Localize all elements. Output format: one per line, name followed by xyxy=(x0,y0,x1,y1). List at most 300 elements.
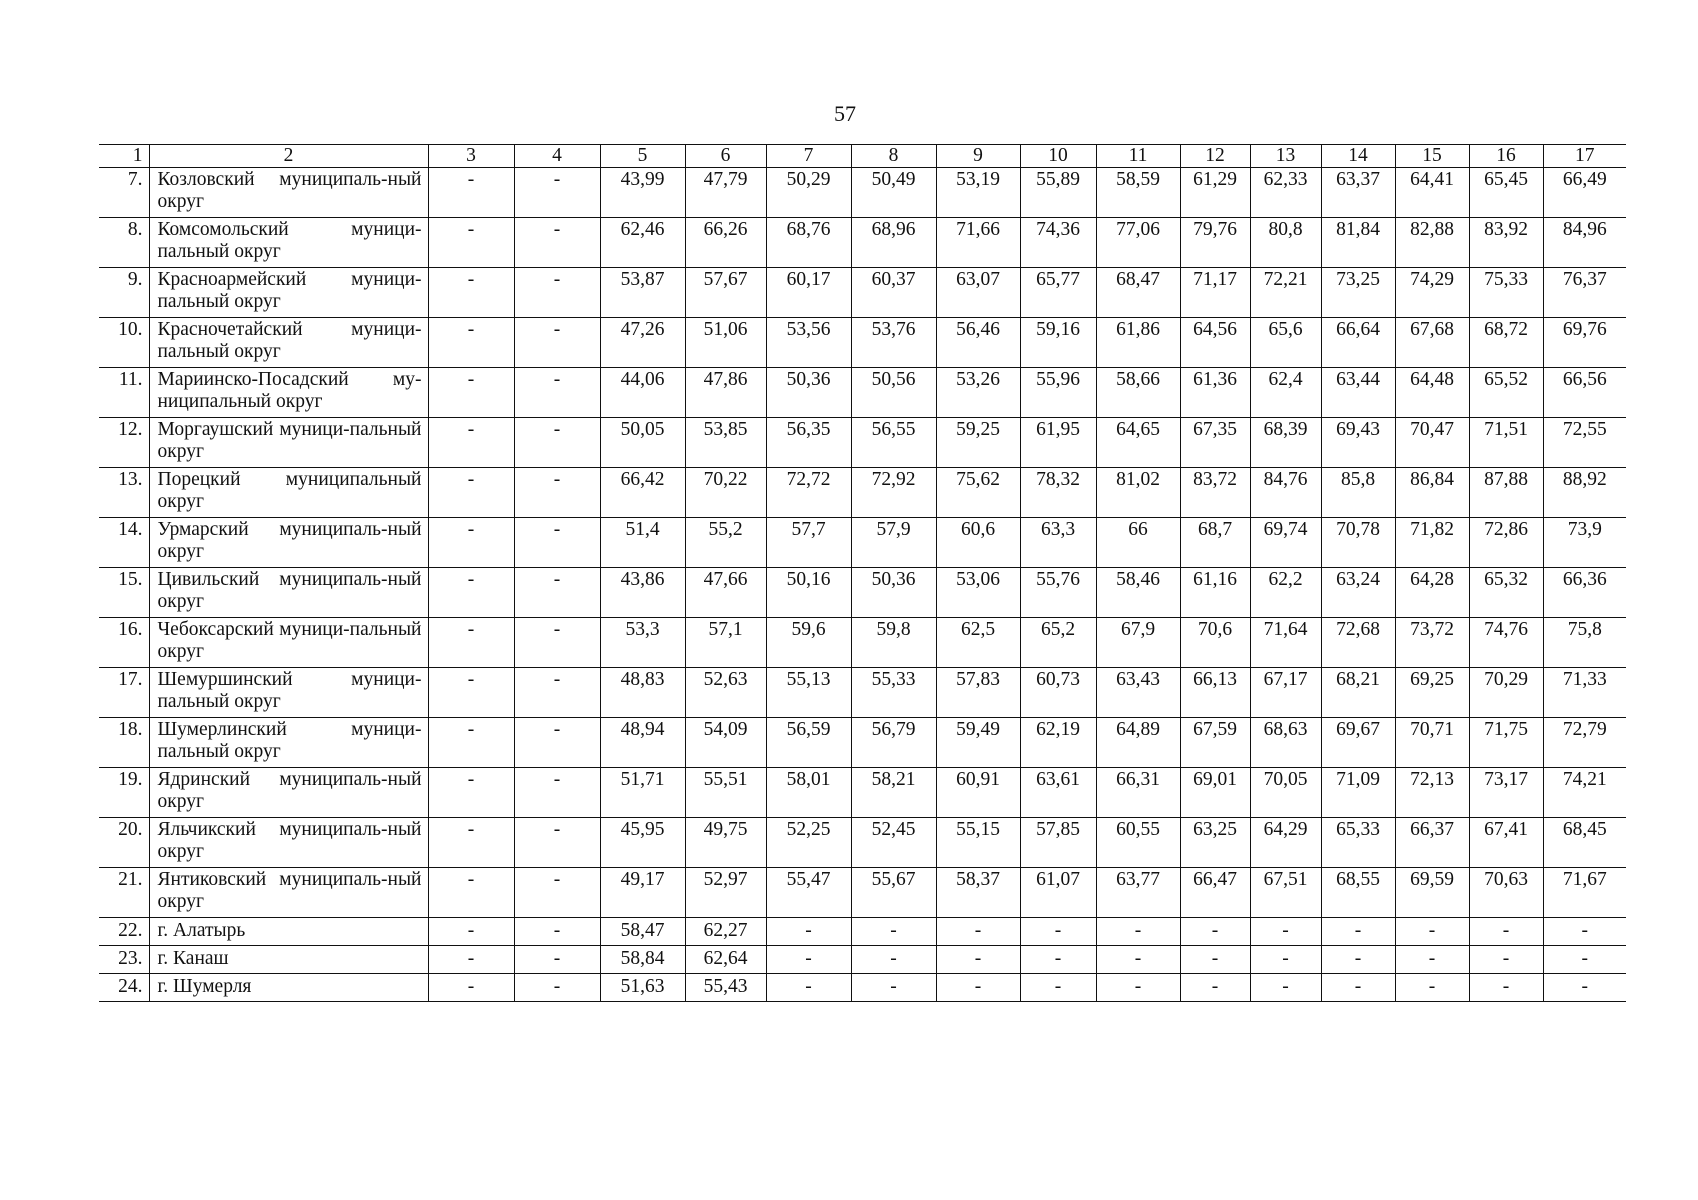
value-cell: 63,37 xyxy=(1321,168,1395,218)
value-cell: 57,7 xyxy=(766,518,851,568)
value-cell: 66,31 xyxy=(1096,768,1180,818)
value-cell: - xyxy=(514,418,600,468)
value-cell: 72,79 xyxy=(1543,718,1626,768)
value-cell: - xyxy=(514,868,600,918)
value-cell: 59,16 xyxy=(1020,318,1096,368)
table-row xyxy=(99,818,1626,868)
value-cell: - xyxy=(1020,918,1096,946)
value-cell: 50,16 xyxy=(766,568,851,618)
header-cell: 17 xyxy=(1543,145,1626,168)
value-cell: 57,9 xyxy=(851,518,936,568)
value-cell: - xyxy=(514,218,600,268)
row-number: 9. xyxy=(99,268,149,318)
value-cell: 67,41 xyxy=(1469,818,1543,868)
table-row xyxy=(99,618,1626,668)
value-cell: 57,85 xyxy=(1020,818,1096,868)
header-cell: 4 xyxy=(514,145,600,168)
value-cell: 69,59 xyxy=(1395,868,1469,918)
value-cell: 63,43 xyxy=(1096,668,1180,718)
value-cell: 53,26 xyxy=(936,368,1020,418)
value-cell: - xyxy=(514,918,600,946)
value-cell: 79,76 xyxy=(1180,218,1250,268)
row-number: 11. xyxy=(99,368,149,418)
value-cell: 72,55 xyxy=(1543,418,1626,468)
value-cell: - xyxy=(1321,918,1395,946)
value-cell: - xyxy=(936,974,1020,1002)
value-cell: - xyxy=(514,768,600,818)
value-cell: 71,66 xyxy=(936,218,1020,268)
table-row xyxy=(99,218,1626,268)
value-cell: 71,75 xyxy=(1469,718,1543,768)
value-cell: 53,76 xyxy=(851,318,936,368)
value-cell: 61,07 xyxy=(1020,868,1096,918)
value-cell: 61,86 xyxy=(1096,318,1180,368)
value-cell: 47,86 xyxy=(685,368,766,418)
value-cell: - xyxy=(1096,974,1180,1002)
district-name: Ядринский муниципаль-ный округ xyxy=(149,768,428,818)
value-cell: - xyxy=(428,368,514,418)
value-cell: 52,25 xyxy=(766,818,851,868)
value-cell: 63,25 xyxy=(1180,818,1250,868)
value-cell: 68,55 xyxy=(1321,868,1395,918)
value-cell: 62,5 xyxy=(936,618,1020,668)
header-row xyxy=(99,145,1626,168)
value-cell: - xyxy=(1020,946,1096,974)
value-cell: 73,17 xyxy=(1469,768,1543,818)
value-cell: - xyxy=(428,618,514,668)
value-cell: 60,37 xyxy=(851,268,936,318)
value-cell: 50,36 xyxy=(851,568,936,618)
value-cell: 53,56 xyxy=(766,318,851,368)
value-cell: 60,73 xyxy=(1020,668,1096,718)
value-cell: 60,17 xyxy=(766,268,851,318)
value-cell: 69,74 xyxy=(1250,518,1321,568)
value-cell: 55,15 xyxy=(936,818,1020,868)
value-cell: 55,33 xyxy=(851,668,936,718)
table-row xyxy=(99,368,1626,418)
value-cell: 47,26 xyxy=(600,318,685,368)
value-cell: 73,25 xyxy=(1321,268,1395,318)
value-cell: 48,83 xyxy=(600,668,685,718)
value-cell: 66,37 xyxy=(1395,818,1469,868)
value-cell: - xyxy=(1543,946,1626,974)
value-cell: - xyxy=(428,668,514,718)
value-cell: - xyxy=(1180,918,1250,946)
value-cell: 67,35 xyxy=(1180,418,1250,468)
value-cell: - xyxy=(851,946,936,974)
value-cell: - xyxy=(514,946,600,974)
value-cell: 49,75 xyxy=(685,818,766,868)
district-name: Шемуршинский муници-пальный округ xyxy=(149,668,428,718)
value-cell: 65,6 xyxy=(1250,318,1321,368)
value-cell: 55,67 xyxy=(851,868,936,918)
table-row xyxy=(99,868,1626,918)
value-cell: 66,49 xyxy=(1543,168,1626,218)
value-cell: 64,29 xyxy=(1250,818,1321,868)
value-cell: - xyxy=(851,974,936,1002)
district-name: Порецкий муниципальный округ xyxy=(149,468,428,518)
value-cell: 67,9 xyxy=(1096,618,1180,668)
value-cell: - xyxy=(514,168,600,218)
value-cell: 74,21 xyxy=(1543,768,1626,818)
value-cell: 57,1 xyxy=(685,618,766,668)
header-cell: 14 xyxy=(1321,145,1395,168)
value-cell: 58,47 xyxy=(600,918,685,946)
value-cell: - xyxy=(1321,974,1395,1002)
value-cell: - xyxy=(514,974,600,1002)
value-cell: - xyxy=(514,618,600,668)
value-cell: 58,01 xyxy=(766,768,851,818)
value-cell: - xyxy=(1469,918,1543,946)
table-row xyxy=(99,668,1626,718)
district-name: Моргаушский муници-пальный округ xyxy=(149,418,428,468)
district-name: Янтиковский муниципаль-ный округ xyxy=(149,868,428,918)
value-cell: 53,19 xyxy=(936,168,1020,218)
value-cell: 64,28 xyxy=(1395,568,1469,618)
table-row xyxy=(99,946,1626,974)
row-number: 14. xyxy=(99,518,149,568)
value-cell: 70,63 xyxy=(1469,868,1543,918)
row-number: 22. xyxy=(99,918,149,946)
row-number: 16. xyxy=(99,618,149,668)
value-cell: 65,33 xyxy=(1321,818,1395,868)
district-name: Красноармейский муници-пальный округ xyxy=(149,268,428,318)
value-cell: 67,59 xyxy=(1180,718,1250,768)
value-cell: - xyxy=(428,318,514,368)
header-cell: 3 xyxy=(428,145,514,168)
value-cell: 68,72 xyxy=(1469,318,1543,368)
value-cell: 55,51 xyxy=(685,768,766,818)
value-cell: 58,59 xyxy=(1096,168,1180,218)
value-cell: - xyxy=(428,768,514,818)
row-number: 18. xyxy=(99,718,149,768)
value-cell: 65,52 xyxy=(1469,368,1543,418)
table-row xyxy=(99,718,1626,768)
value-cell: 68,76 xyxy=(766,218,851,268)
value-cell: - xyxy=(428,918,514,946)
value-cell: 68,96 xyxy=(851,218,936,268)
value-cell: 43,99 xyxy=(600,168,685,218)
value-cell: - xyxy=(1469,946,1543,974)
value-cell: 68,39 xyxy=(1250,418,1321,468)
value-cell: 71,82 xyxy=(1395,518,1469,568)
value-cell: 65,45 xyxy=(1469,168,1543,218)
value-cell: - xyxy=(514,318,600,368)
value-cell: 74,76 xyxy=(1469,618,1543,668)
value-cell: 83,92 xyxy=(1469,218,1543,268)
value-cell: - xyxy=(428,518,514,568)
value-cell: 72,13 xyxy=(1395,768,1469,818)
value-cell: 72,21 xyxy=(1250,268,1321,318)
value-cell: 58,21 xyxy=(851,768,936,818)
district-name: Цивильский муниципаль-ный округ xyxy=(149,568,428,618)
value-cell: 61,36 xyxy=(1180,368,1250,418)
value-cell: - xyxy=(1543,918,1626,946)
value-cell: 57,83 xyxy=(936,668,1020,718)
header-cell: 5 xyxy=(600,145,685,168)
row-number: 24. xyxy=(99,974,149,1002)
value-cell: 67,17 xyxy=(1250,668,1321,718)
value-cell: - xyxy=(514,468,600,518)
value-cell: 75,33 xyxy=(1469,268,1543,318)
value-cell: 63,44 xyxy=(1321,368,1395,418)
value-cell: 66,56 xyxy=(1543,368,1626,418)
header-cell: 15 xyxy=(1395,145,1469,168)
table-row xyxy=(99,318,1626,368)
value-cell: 68,21 xyxy=(1321,668,1395,718)
table-row xyxy=(99,468,1626,518)
value-cell: - xyxy=(1395,974,1469,1002)
district-name: Яльчикский муниципаль-ный округ xyxy=(149,818,428,868)
value-cell: 56,59 xyxy=(766,718,851,768)
value-cell: 60,6 xyxy=(936,518,1020,568)
row-number: 8. xyxy=(99,218,149,268)
data-table xyxy=(99,144,1626,1002)
value-cell: - xyxy=(514,718,600,768)
value-cell: 53,06 xyxy=(936,568,1020,618)
value-cell: 71,33 xyxy=(1543,668,1626,718)
value-cell: 66,26 xyxy=(685,218,766,268)
value-cell: 55,2 xyxy=(685,518,766,568)
row-number: 7. xyxy=(99,168,149,218)
value-cell: 88,92 xyxy=(1543,468,1626,518)
value-cell: - xyxy=(514,268,600,318)
table-row xyxy=(99,268,1626,318)
value-cell: - xyxy=(1250,946,1321,974)
value-cell: - xyxy=(1321,946,1395,974)
row-number: 13. xyxy=(99,468,149,518)
header-cell: 10 xyxy=(1020,145,1096,168)
value-cell: 68,47 xyxy=(1096,268,1180,318)
value-cell: 73,72 xyxy=(1395,618,1469,668)
value-cell: 57,67 xyxy=(685,268,766,318)
value-cell: - xyxy=(428,468,514,518)
value-cell: 55,13 xyxy=(766,668,851,718)
value-cell: 69,01 xyxy=(1180,768,1250,818)
value-cell: 62,19 xyxy=(1020,718,1096,768)
value-cell: 82,88 xyxy=(1395,218,1469,268)
header-cell: 9 xyxy=(936,145,1020,168)
value-cell: 62,4 xyxy=(1250,368,1321,418)
value-cell: 72,86 xyxy=(1469,518,1543,568)
row-number: 19. xyxy=(99,768,149,818)
value-cell: 59,8 xyxy=(851,618,936,668)
value-cell: 50,49 xyxy=(851,168,936,218)
value-cell: 67,68 xyxy=(1395,318,1469,368)
value-cell: 56,55 xyxy=(851,418,936,468)
header-cell: 2 xyxy=(149,145,428,168)
district-name: г. Канаш xyxy=(149,946,428,974)
value-cell: 61,16 xyxy=(1180,568,1250,618)
row-number: 21. xyxy=(99,868,149,918)
value-cell: 66,64 xyxy=(1321,318,1395,368)
table-row xyxy=(99,974,1626,1002)
value-cell: 74,36 xyxy=(1020,218,1096,268)
value-cell: 75,62 xyxy=(936,468,1020,518)
value-cell: - xyxy=(1180,974,1250,1002)
value-cell: 66,13 xyxy=(1180,668,1250,718)
value-cell: - xyxy=(851,918,936,946)
value-cell: 70,6 xyxy=(1180,618,1250,668)
value-cell: - xyxy=(1250,918,1321,946)
value-cell: 51,4 xyxy=(600,518,685,568)
value-cell: 53,85 xyxy=(685,418,766,468)
district-name: Урмарский муниципаль-ный округ xyxy=(149,518,428,568)
row-number: 12. xyxy=(99,418,149,468)
value-cell: 58,37 xyxy=(936,868,1020,918)
value-cell: 58,84 xyxy=(600,946,685,974)
value-cell: 64,41 xyxy=(1395,168,1469,218)
value-cell: 69,67 xyxy=(1321,718,1395,768)
value-cell: 63,3 xyxy=(1020,518,1096,568)
district-name: Комсомольский муници-пальный округ xyxy=(149,218,428,268)
value-cell: - xyxy=(514,518,600,568)
value-cell: 55,96 xyxy=(1020,368,1096,418)
value-cell: 70,71 xyxy=(1395,718,1469,768)
district-name: Чебоксарский муници-пальный округ xyxy=(149,618,428,668)
value-cell: 73,9 xyxy=(1543,518,1626,568)
value-cell: 71,67 xyxy=(1543,868,1626,918)
value-cell: - xyxy=(1250,974,1321,1002)
value-cell: 80,8 xyxy=(1250,218,1321,268)
value-cell: 70,22 xyxy=(685,468,766,518)
value-cell: - xyxy=(766,946,851,974)
value-cell: 45,95 xyxy=(600,818,685,868)
row-number: 23. xyxy=(99,946,149,974)
value-cell: 77,06 xyxy=(1096,218,1180,268)
value-cell: 62,64 xyxy=(685,946,766,974)
value-cell: - xyxy=(1096,918,1180,946)
value-cell: 51,63 xyxy=(600,974,685,1002)
value-cell: 53,3 xyxy=(600,618,685,668)
value-cell: 52,97 xyxy=(685,868,766,918)
value-cell: - xyxy=(428,946,514,974)
value-cell: - xyxy=(514,668,600,718)
value-cell: - xyxy=(428,568,514,618)
value-cell: 71,64 xyxy=(1250,618,1321,668)
value-cell: - xyxy=(766,974,851,1002)
table-row xyxy=(99,518,1626,568)
value-cell: - xyxy=(1020,974,1096,1002)
table-row xyxy=(99,918,1626,946)
value-cell: 69,76 xyxy=(1543,318,1626,368)
value-cell: 70,05 xyxy=(1250,768,1321,818)
page-number: 57 xyxy=(834,101,856,126)
value-cell: 44,06 xyxy=(600,368,685,418)
value-cell: 72,72 xyxy=(766,468,851,518)
header-cell: 7 xyxy=(766,145,851,168)
value-cell: 63,77 xyxy=(1096,868,1180,918)
value-cell: 62,27 xyxy=(685,918,766,946)
row-number: 15. xyxy=(99,568,149,618)
value-cell: 55,76 xyxy=(1020,568,1096,618)
value-cell: - xyxy=(428,268,514,318)
value-cell: 65,77 xyxy=(1020,268,1096,318)
district-name: Красночетайский муници-пальный округ xyxy=(149,318,428,368)
value-cell: 56,79 xyxy=(851,718,936,768)
value-cell: 64,65 xyxy=(1096,418,1180,468)
value-cell: 63,07 xyxy=(936,268,1020,318)
value-cell: 68,45 xyxy=(1543,818,1626,868)
value-cell: 76,37 xyxy=(1543,268,1626,318)
value-cell: 61,95 xyxy=(1020,418,1096,468)
value-cell: 70,29 xyxy=(1469,668,1543,718)
value-cell: - xyxy=(428,718,514,768)
value-cell: 55,43 xyxy=(685,974,766,1002)
value-cell: 59,25 xyxy=(936,418,1020,468)
value-cell: - xyxy=(514,568,600,618)
value-cell: 63,61 xyxy=(1020,768,1096,818)
value-cell: 64,89 xyxy=(1096,718,1180,768)
value-cell: 53,87 xyxy=(600,268,685,318)
value-cell: 47,66 xyxy=(685,568,766,618)
value-cell: 84,96 xyxy=(1543,218,1626,268)
header-cell: 8 xyxy=(851,145,936,168)
value-cell: 51,71 xyxy=(600,768,685,818)
value-cell: - xyxy=(1096,946,1180,974)
value-cell: 48,94 xyxy=(600,718,685,768)
value-cell: - xyxy=(1543,974,1626,1002)
value-cell: 85,8 xyxy=(1321,468,1395,518)
value-cell: 66,36 xyxy=(1543,568,1626,618)
value-cell: 71,17 xyxy=(1180,268,1250,318)
value-cell: - xyxy=(514,368,600,418)
value-cell: 71,51 xyxy=(1469,418,1543,468)
value-cell: 75,8 xyxy=(1543,618,1626,668)
value-cell: 64,48 xyxy=(1395,368,1469,418)
value-cell: - xyxy=(1180,946,1250,974)
value-cell: - xyxy=(428,868,514,918)
value-cell: - xyxy=(1469,974,1543,1002)
value-cell: 59,49 xyxy=(936,718,1020,768)
table-row xyxy=(99,768,1626,818)
value-cell: 83,72 xyxy=(1180,468,1250,518)
value-cell: 62,2 xyxy=(1250,568,1321,618)
value-cell: - xyxy=(936,918,1020,946)
header-cell: 13 xyxy=(1250,145,1321,168)
value-cell: 65,32 xyxy=(1469,568,1543,618)
value-cell: 56,35 xyxy=(766,418,851,468)
value-cell: 68,63 xyxy=(1250,718,1321,768)
value-cell: 62,33 xyxy=(1250,168,1321,218)
value-cell: 50,36 xyxy=(766,368,851,418)
header-cell: 6 xyxy=(685,145,766,168)
value-cell: 62,46 xyxy=(600,218,685,268)
value-cell: 70,78 xyxy=(1321,518,1395,568)
value-cell: 66 xyxy=(1096,518,1180,568)
row-number: 10. xyxy=(99,318,149,368)
value-cell: 69,25 xyxy=(1395,668,1469,718)
value-cell: 86,84 xyxy=(1395,468,1469,518)
table-row xyxy=(99,418,1626,468)
value-cell: 71,09 xyxy=(1321,768,1395,818)
value-cell: 56,46 xyxy=(936,318,1020,368)
value-cell: 59,6 xyxy=(766,618,851,668)
table-body xyxy=(99,145,1626,1002)
district-name: г. Алатырь xyxy=(149,918,428,946)
value-cell: 72,92 xyxy=(851,468,936,518)
value-cell: 69,43 xyxy=(1321,418,1395,468)
value-cell: 58,46 xyxy=(1096,568,1180,618)
value-cell: 55,89 xyxy=(1020,168,1096,218)
table-row xyxy=(99,168,1626,218)
value-cell: 51,06 xyxy=(685,318,766,368)
value-cell: 74,29 xyxy=(1395,268,1469,318)
value-cell: 65,2 xyxy=(1020,618,1096,668)
value-cell: 63,24 xyxy=(1321,568,1395,618)
district-name: Шумерлинский муници-пальный округ xyxy=(149,718,428,768)
value-cell: - xyxy=(428,818,514,868)
